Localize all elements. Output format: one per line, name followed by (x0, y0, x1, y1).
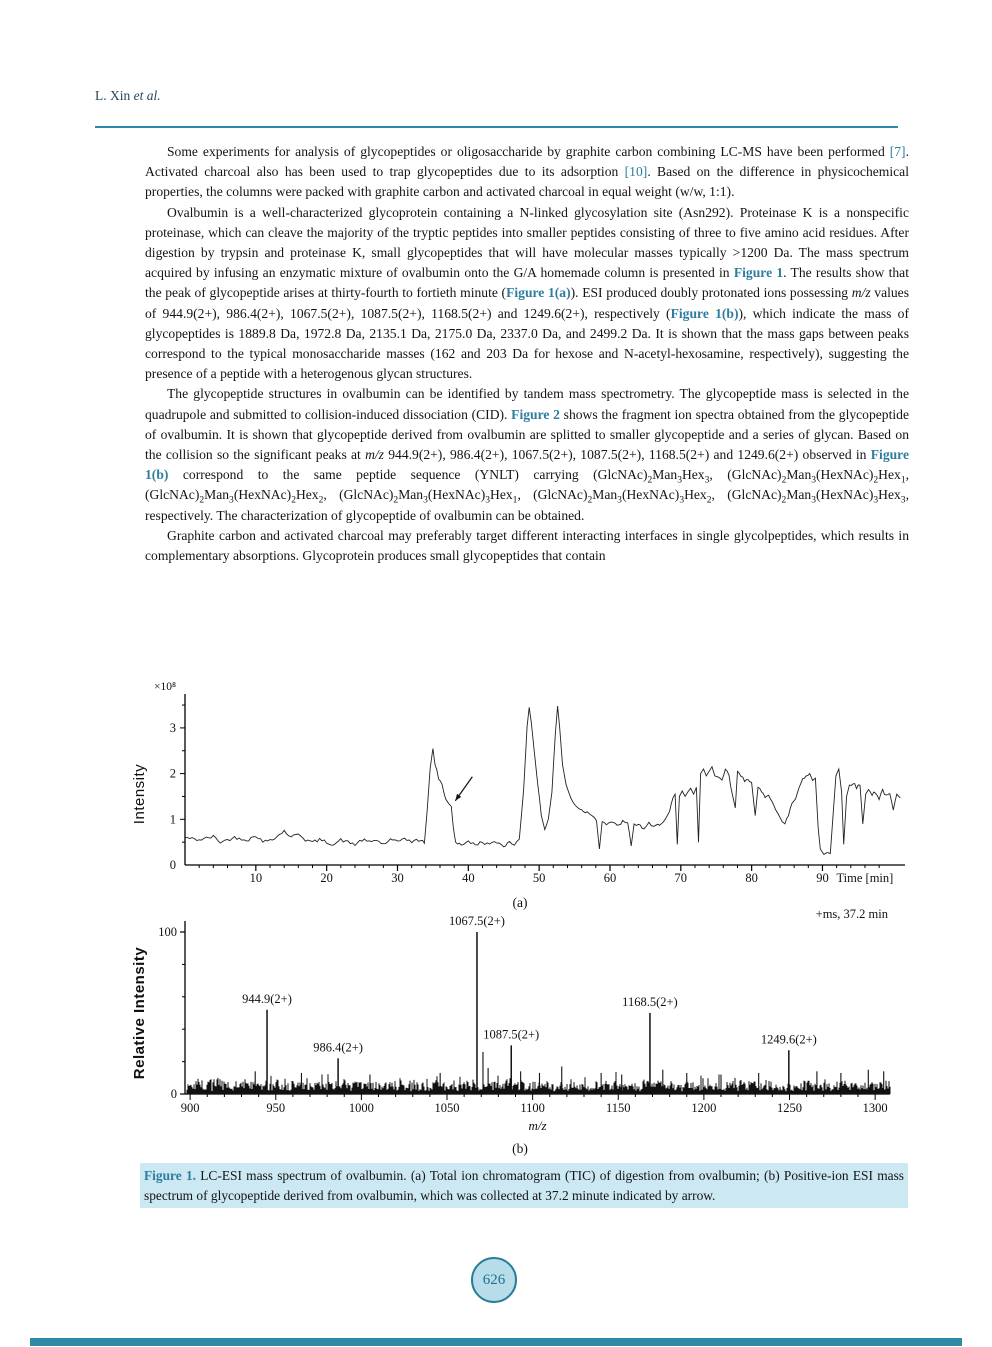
italic-text: m/z (851, 285, 871, 301)
text-segment: Man (398, 487, 424, 503)
peak-label: 1067.5(2+) (448, 914, 505, 928)
figure-link[interactable]: Figure 1 (733, 265, 784, 281)
x-tick-label: 20 (320, 871, 333, 885)
x-tick-label: 60 (603, 871, 617, 885)
figure-link[interactable]: Figure 2 (511, 406, 560, 422)
annotation-arrowhead (455, 794, 461, 801)
text-segment: ), which indicate the mass of glycopeptides is 1889.8 Da, 1972.8 Da, 2135.1 Da, 2175.0 Da, 2337.0 Da, and 2499.2 Da. It is shown that the mass gaps between peaks correspond to the typical monosaccharide masses (162 and 203 Da for hexose and N-acetyl-hexosamine, respectively), suggesting the presence of a peptide with a heterogenous glycan structures. (145, 305, 909, 382)
y-scale-note: ×10⁸ (154, 681, 176, 693)
text-segment: values of 944.9(2+), 986.4(2+), 1067.5(2+), 1087.5(2+), 1168.5(2+) and 1249.6(2+), respectively ( (145, 285, 909, 321)
text-segment: LC-ESI mass spectrum of ovalbumin. (a) Total ion chromatogram (TIC) of digestion from ovalbumin; (b) Positive-ion ESI mass spectrum of glycopeptide derived from ovalbumin, which was collected at 37.2 minute indicated by arrow. (144, 1168, 905, 1203)
subscript: 1 (512, 496, 518, 507)
header-rule (95, 126, 898, 128)
noise-band (187, 1072, 890, 1094)
subscript: 3 (811, 475, 817, 486)
text-segment: ). ESI produced doubly protonated ions possessing (570, 285, 852, 301)
text-segment: , (GlcNAc) (711, 487, 782, 503)
panel-a-label: (a) (512, 895, 528, 910)
text-segment: Ovalbumin is a well-characterized glycoprotein containing a N-linked glycosylation site (Asn292). Proteinase K is a nonspecific proteinase, which can cleave the majority of the tryptic peptides into smaller peptides consisting of three to five amino acid residues. After digestion by trypsin and proteinase K, small glycopeptides that will have molecular masses typically >1200 Da. The mass spectrum acquired by infusing an enzymatic mixture of ovalbumin onto the G/A homemade column is presented in (145, 204, 909, 281)
x-tick-label: 90 (816, 871, 829, 885)
text-segment: The glycopeptide structures in ovalbumin can be identified by tandem mass spectrometry. The glycopeptide mass is selected in the quadrupole and submitted to collision-induced dissociation (CID). (145, 386, 909, 422)
x-tick-label: 1150 (605, 1101, 631, 1115)
subscript: 3 (485, 496, 491, 507)
citation-link[interactable]: [7] (889, 144, 906, 159)
text-segment: . Activated charcoal also has been used to trap glycopeptides due to its adsorption (145, 144, 909, 180)
subscript: 2 (781, 496, 787, 507)
paragraph (145, 526, 909, 566)
peak-label: 944.9(2+) (242, 991, 292, 1006)
y-axis-title: Relative Intensity (131, 946, 148, 1080)
figure-caption (140, 1163, 908, 1208)
subscript: 3 (811, 496, 816, 507)
figure-link[interactable]: Figure 1. (144, 1168, 196, 1183)
y-tick-label: 0 (170, 1087, 177, 1101)
subscript: 2 (781, 475, 787, 486)
subscript: 3 (229, 496, 234, 507)
x-tick-label: 950 (266, 1101, 286, 1115)
text-segment: Man (786, 467, 812, 483)
x-tick-label: 1050 (434, 1101, 460, 1115)
y-tick-label: 1 (169, 812, 176, 827)
subscript: 2 (587, 496, 593, 507)
text-segment: , (GlcNAc) (323, 487, 394, 503)
y-tick-label: 100 (158, 925, 177, 939)
peak-label: 986.4(2+) (313, 1040, 363, 1055)
text-segment: , respectively. The characterization of glycopeptide of ovalbumin can be obtained. (145, 487, 909, 523)
tic-trace (185, 706, 900, 855)
page-number-badge (471, 1257, 517, 1303)
x-tick-label: 900 (180, 1101, 200, 1115)
text-segment: Man (652, 467, 678, 483)
text-segment: (HexNAc) (816, 487, 874, 503)
acquisition-label: +ms, 37.2 min (815, 907, 888, 921)
subscript: 2 (291, 496, 296, 507)
subscript: 2 (199, 496, 205, 507)
y-tick-label: 0 (169, 858, 176, 872)
subscript: 2 (318, 496, 324, 507)
text-segment: Hex (878, 467, 901, 483)
subscript: 3 (617, 496, 622, 507)
text-segment: . The results show that the peak of glycopeptide arises at thirty-fourth to fortieth minute ( (145, 265, 909, 301)
subscript: 3 (873, 496, 879, 507)
page-number: 626 (482, 1271, 506, 1288)
x-tick-label: 10 (249, 871, 263, 885)
italic-text: et al. (133, 88, 161, 103)
x-tick-label: 80 (745, 871, 758, 885)
subscript: 2 (393, 496, 399, 507)
subscript: 3 (423, 496, 428, 507)
body-text (145, 142, 909, 566)
text-segment: Man (204, 487, 230, 503)
tic-chromatogram-chart (130, 676, 920, 901)
figure-link[interactable]: Figure 1(b) (670, 305, 739, 321)
text-segment: shows the fragment ion spectra obtained from the glycopeptide of ovalbumin. It is shown that glycopeptide derived from ovalbumin are splitted to smaller glycopeptide and a series of glycan. Based on the collision so the significant peaks at (145, 406, 909, 463)
text-segment: Graphite carbon and activated charcoal may preferably target different interacting interfaces in single glycolpeptides, which results in complementary absorptions. Glycoprotein produces small glycopeptides that contain (145, 527, 909, 564)
text-segment: (HexNAc) (233, 487, 292, 503)
subscript: 2 (873, 475, 879, 486)
x-tick-label: 1100 (520, 1101, 545, 1115)
y-tick-label: 2 (169, 766, 176, 781)
x-tick-label: 1200 (691, 1101, 717, 1115)
x-tick-label: 1300 (862, 1101, 888, 1115)
x-tick-label: 1000 (348, 1101, 374, 1115)
citation-link[interactable]: [10] (624, 164, 648, 180)
subscript: 3 (677, 475, 682, 486)
peak-label: 1168.5(2+) (622, 995, 678, 1009)
text-segment: Hex (490, 487, 513, 503)
x-tick-label: 40 (462, 871, 475, 885)
subscript: 3 (679, 496, 685, 507)
footer-bar (30, 1338, 962, 1346)
text-segment: (HexNAc) (427, 487, 486, 503)
peak-label: 1087.5(2+) (483, 1027, 540, 1042)
text-segment: Hex (878, 487, 901, 503)
text-segment: Hex (295, 487, 319, 503)
x-axis-title: Time [min] (836, 871, 894, 885)
italic-text: m/z (365, 447, 384, 463)
y-axis-title: Intensity (131, 763, 148, 825)
text-segment: Man (786, 487, 812, 503)
mass-spectrum-chart (130, 907, 920, 1147)
text-segment: (HexNAc) (621, 487, 680, 503)
subscript: 2 (647, 475, 653, 486)
subscript: 3 (704, 475, 710, 486)
subscript: 3 (900, 496, 906, 507)
text-segment: Some experiments for analysis of glycopeptides or oligosaccharide by graphite carbon combining LC-MS have been performed (167, 144, 890, 159)
figure-link[interactable]: Figure 1(a) (506, 285, 571, 301)
text-segment: Hex (684, 487, 707, 503)
x-tick-label: 30 (391, 871, 404, 885)
y-tick-label: 3 (169, 720, 176, 735)
x-tick-label: 70 (674, 871, 688, 885)
x-tick-label: 1250 (777, 1101, 803, 1115)
subscript: 1 (900, 475, 906, 486)
text-segment: , (GlcNAc) (517, 487, 588, 503)
x-tick-label: 50 (532, 871, 546, 885)
panel-b-label: (b) (512, 1141, 528, 1156)
paragraph (145, 142, 909, 203)
text-segment: Man (592, 487, 618, 503)
paragraph (145, 203, 909, 385)
text-segment: Hex (681, 467, 705, 483)
x-axis-title: m/z (528, 1118, 547, 1133)
text-segment: , (GlcNAc) (709, 467, 782, 483)
text-segment: . Based on the difference in physicochemical properties, the columns were packed with graphite carbon and activated charcoal in equal weight (w/w, 1:1). (145, 164, 909, 200)
text-segment: (HexNAc) (816, 467, 874, 483)
subscript: 2 (706, 496, 712, 507)
text-segment: 944.9(2+), 986.4(2+), 1067.5(2+), 1087.5(2+), 1168.5(2+) and 1249.6(2+) observed in (383, 447, 871, 463)
text-segment: correspond to the same peptide sequence (YNLT) carrying (GlcNAc) (168, 467, 648, 483)
text-segment: L. Xin (95, 88, 134, 103)
figure-link[interactable]: Figure 1(b) (145, 447, 909, 483)
running-head (95, 88, 161, 104)
text-segment: , (GlcNAc) (145, 467, 909, 503)
paragraph (145, 384, 909, 525)
peak-label: 1249.6(2+) (760, 1032, 817, 1047)
